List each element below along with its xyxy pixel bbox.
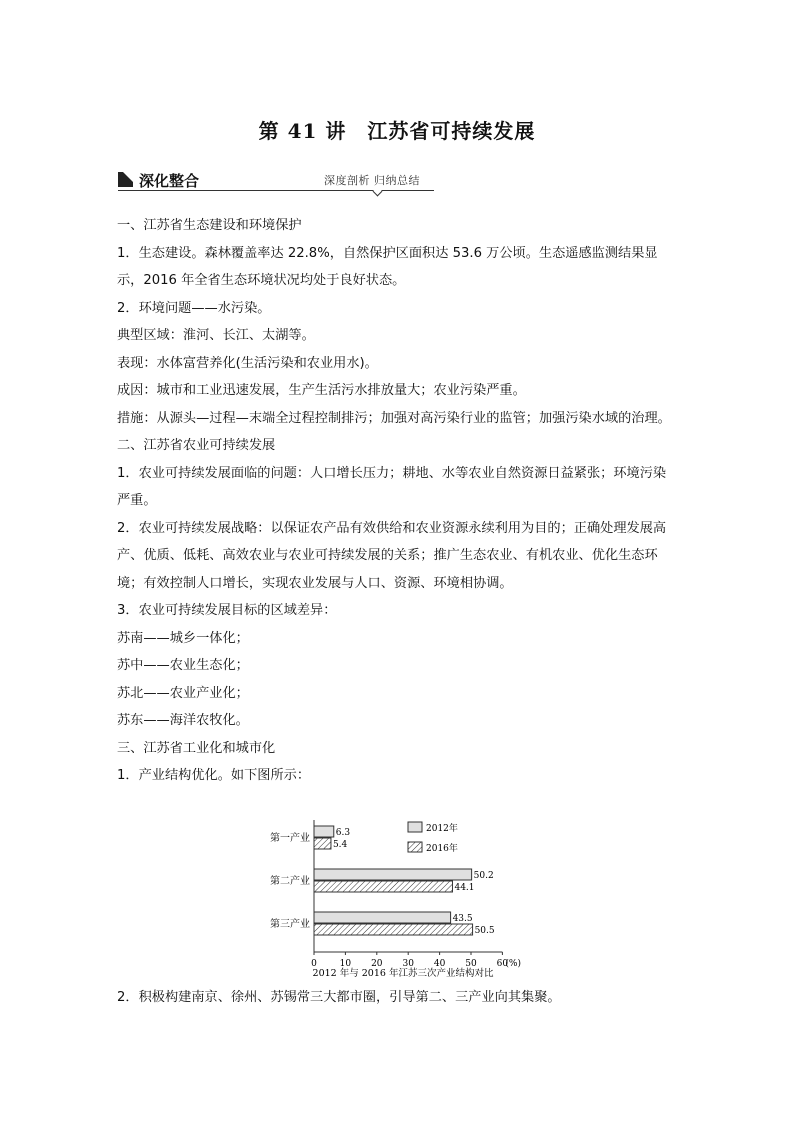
bar: [314, 869, 472, 880]
bar: [314, 881, 452, 892]
bar-value-label: 50.5: [474, 926, 495, 936]
category-label: 第三产业: [270, 919, 310, 930]
section-square-icon: [118, 172, 133, 187]
category-label: 第一产业: [270, 833, 310, 844]
section-notch: [373, 187, 383, 197]
paragraph: 成因：城市和工业迅速发展，生产生活污水排放量大；农业污染严重。: [117, 383, 526, 398]
paragraph: 苏南——城乡一体化；: [117, 630, 249, 646]
paragraph: 苏北——农业产业化；: [117, 685, 249, 701]
x-tick-label: 50: [465, 959, 477, 969]
bar-value-label: 44.1: [454, 883, 475, 893]
section-tag: 深度剖析 归纳总结: [324, 174, 420, 187]
last-paragraph: 2．积极构建南京、徐州、苏锡常三大都市圈，引导第二、三产业向其集聚。: [117, 990, 561, 1005]
bar: [314, 826, 334, 837]
paragraph: 1．农业可持续发展面临的问题：人口增长压力；耕地、水等农业自然资源日益紧张；环境污染严重。: [117, 465, 667, 508]
chart-title: 2012 年与 2016 年江苏三次产业结构对比: [312, 968, 494, 979]
paragraph: 1．生态建设。森林覆盖率达 22.8%，自然保护区面积达 53.6 万公顷。生态遥感监测结果显示，2016 年全省生态环境状况均处于良好状态。: [117, 245, 658, 288]
bar-value-label: 6.3: [335, 828, 351, 838]
industry-structure-chart: [258, 818, 548, 983]
legend-swatch: [408, 842, 422, 852]
x-tick-label: 10: [339, 959, 352, 969]
bar: [314, 912, 451, 923]
main-content: [117, 212, 679, 790]
paragraph: 苏中——农业生态化；: [117, 658, 249, 673]
heading-2: 二、江苏省农业可持续发展: [117, 438, 276, 453]
heading-3: 三、江苏省工业化和城市化: [117, 740, 276, 756]
bar-value-label: 43.5: [452, 914, 473, 924]
legend-label: 2016年: [426, 844, 458, 854]
section-label: 深化整合: [139, 172, 200, 190]
chart-svg: [258, 818, 548, 983]
heading-1: 一、江苏省生态建设和环境保护: [117, 218, 302, 233]
bar-value-label: 50.2: [473, 871, 494, 881]
paragraph: 措施：从源头—过程—末端全过程控制排污；加强对高污染行业的监管；加强污染水域的治理。: [117, 410, 671, 426]
legend-label: 2012年: [426, 824, 458, 834]
bar-value-label: 5.4: [332, 840, 348, 850]
section-header: [118, 170, 434, 196]
category-label: 第二产业: [270, 876, 310, 887]
paragraph: 2．农业可持续发展战略：以保证农产品有效供给和农业资源永续利用为目的；正确处理发展高产、优质、低耗、高效农业与农业可持续发展的关系；推广生态农业、有机农业、优化生态环境；有效控制人口增长，实现农业发展与人口、资源、环境相协调。: [117, 520, 667, 591]
x-tick-label: 40: [433, 959, 446, 969]
x-tick-label: 20: [371, 959, 383, 969]
page-title: 第 41 讲 江苏省可持续发展: [258, 119, 536, 143]
paragraph: 2．环境问题——水污染。: [117, 300, 271, 316]
section-divider: [118, 190, 434, 191]
bar: [314, 838, 331, 849]
paragraph: 典型区域：淮河、长江、太湖等。: [117, 328, 315, 343]
x-tick-label: 60: [496, 959, 509, 969]
legend-swatch: [408, 822, 422, 832]
paragraph: 苏东——海洋农牧化。: [117, 713, 249, 728]
x-tick-label: 0: [311, 959, 317, 969]
paragraph: 3．农业可持续发展目标的区域差异：: [117, 603, 337, 618]
x-tick-label: 30: [402, 959, 414, 969]
x-axis-unit: (%): [505, 959, 521, 969]
bar: [314, 924, 473, 935]
paragraph: 表现：水体富营养化(生活污染和农业用水)。: [117, 355, 378, 371]
paragraph: 1．产业结构优化。如下图所示：: [117, 768, 311, 783]
